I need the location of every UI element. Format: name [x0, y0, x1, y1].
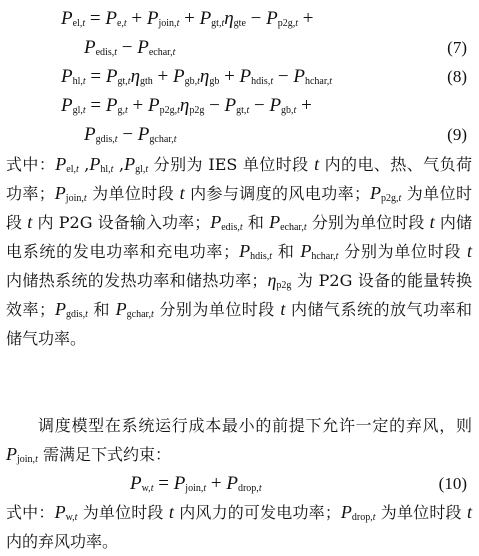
def-text-10: 和 — [277, 242, 295, 261]
where-label: 式中： — [6, 155, 56, 174]
equation-9-expression-part-1: $P_{gl,t} = P_{g,t} + P_{p2g,t}\eta_{p2g} - P_{gt,t} - P_{gb,t}$ + — [61, 95, 312, 116]
equation-7-number: (7) — [447, 38, 467, 57]
equation-10-number: (10) — [438, 474, 467, 493]
wind-definitions-paragraph: 式中：$P_{w,t}$ 为单位时段 t 内风力的可发电功率；$P_{drop,t}$ 为单位时段 t 内的弃风功率。 — [6, 502, 472, 551]
def-text-3: 为单位时段 — [92, 184, 175, 203]
equation-7-expression-part-1: $P_{el,t} = P_{e,t} + P_{join,t} + P_{gt,t}\eta_{gte} - P_{p2g,t}$ + — [61, 8, 314, 29]
equation-9-number: (9) — [447, 125, 467, 144]
equation-9-line-1 — [0, 93, 479, 119]
equation-7-line-1 — [0, 6, 479, 32]
equation-9-line-2 — [0, 122, 479, 148]
def-text-4: 内参与调度的风电功率； — [190, 184, 371, 203]
def-text-15: 分别为单位时段 — [159, 300, 275, 319]
where-label-2: 式中： — [6, 503, 55, 522]
dispatch-text-2: 需满足下式约束： — [42, 445, 171, 464]
time-var: t — [179, 183, 185, 203]
time-var: t — [466, 502, 472, 522]
equation-8 — [0, 64, 479, 90]
def-text-1: 分别为 IES 单位时段 — [153, 155, 309, 174]
equation-9-expression-part-2: $P_{gdis,t} - P_{gchar,t}$ — [84, 124, 177, 145]
def-text-12: 内储热系统的发热功率和储热功率； — [6, 271, 268, 290]
def-text-11: 分别为单位时段 — [344, 242, 462, 261]
wind-text-1: 为单位时段 — [82, 503, 164, 522]
time-var: t — [280, 299, 286, 319]
def-text-6: 内 P2G 设备输入功率； — [37, 213, 211, 232]
wind-text-2: 内风力的可发电功率； — [179, 503, 341, 522]
equation-10 — [0, 471, 479, 497]
dispatch-model-paragraph: 调度模型在系统运行成本最小的前提下允许一定的弃风，则$P_{join,t}$ 需满足下式约束： — [6, 416, 472, 465]
def-text-8: 分别为单位时段 — [311, 213, 425, 232]
def-text-13: 为 P2G 设备的能量转换效率； — [6, 271, 472, 319]
dispatch-text-1: 调度模型在系统运行成本最小的前提下允许一定的弃风，则 — [38, 416, 472, 435]
def-text-16: 内储气系统的放气功率和储气功率。 — [6, 300, 472, 348]
time-var: t — [429, 212, 435, 232]
wind-text-4: 内的弃风功率。 — [6, 532, 119, 551]
time-var: t — [168, 502, 174, 522]
def-text-7: 和 — [247, 213, 264, 232]
wind-text-3: 为单位时段 — [380, 503, 462, 522]
equation-8-expression: $P_{hl,t} = P_{gt,t}\eta_{gth} + P_{gb,t}\eta_{gb} + P_{hdis,t} - P_{hchar,t}$ — [61, 66, 333, 87]
equation-10-expression: $P_{w,t} = P_{join,t} + P_{drop,t}$ — [130, 473, 262, 494]
time-var: t — [314, 154, 320, 174]
equation-7-line-2 — [0, 35, 479, 61]
def-text-14: 和 — [93, 300, 111, 319]
time-var: t — [466, 241, 472, 261]
time-var: t — [27, 212, 33, 232]
def-text-5: 为单位时段 — [6, 184, 472, 232]
equation-8-number: (8) — [447, 67, 467, 86]
def-text-2: 内的电、热、气负荷功率； — [6, 155, 473, 203]
equation-7-expression-part-2: $P_{edis,t} - P_{echar,t}$ — [84, 37, 176, 58]
variable-definitions-paragraph: 式中：$P_{el,t}$ $,P_{hl,t}$ $,P_{gl,t}$ 分别为 IES 单位时段 t 内的电、热、气负荷功率；$P_{join,t}$ 为单位时段 t 内参与调度的风电功率；$P_{p2g,t}$ 为单位时段 t 内 P2G 设备输入功率；$P_{edis,t}$ 和 $P_{echar,t}$ 分别为单位时段 t 内储电系统的发电功率和充电功率；$P_{hdis,t}$ 和 $P_{hchar,t}$ 分别为单位时段 t 内储热系统的发热功率和储热功率；$\eta_{p2g}$ 为 P2G 设备的能量转换效率；$P_{gdis,t}$ 和 $P_{gchar,t}$ 分别为单位时段 t 内储气系统的放气功率和储气功率。 — [6, 154, 473, 348]
def-text-9: 内储电系统的发电功率和充电功率； — [6, 213, 472, 261]
